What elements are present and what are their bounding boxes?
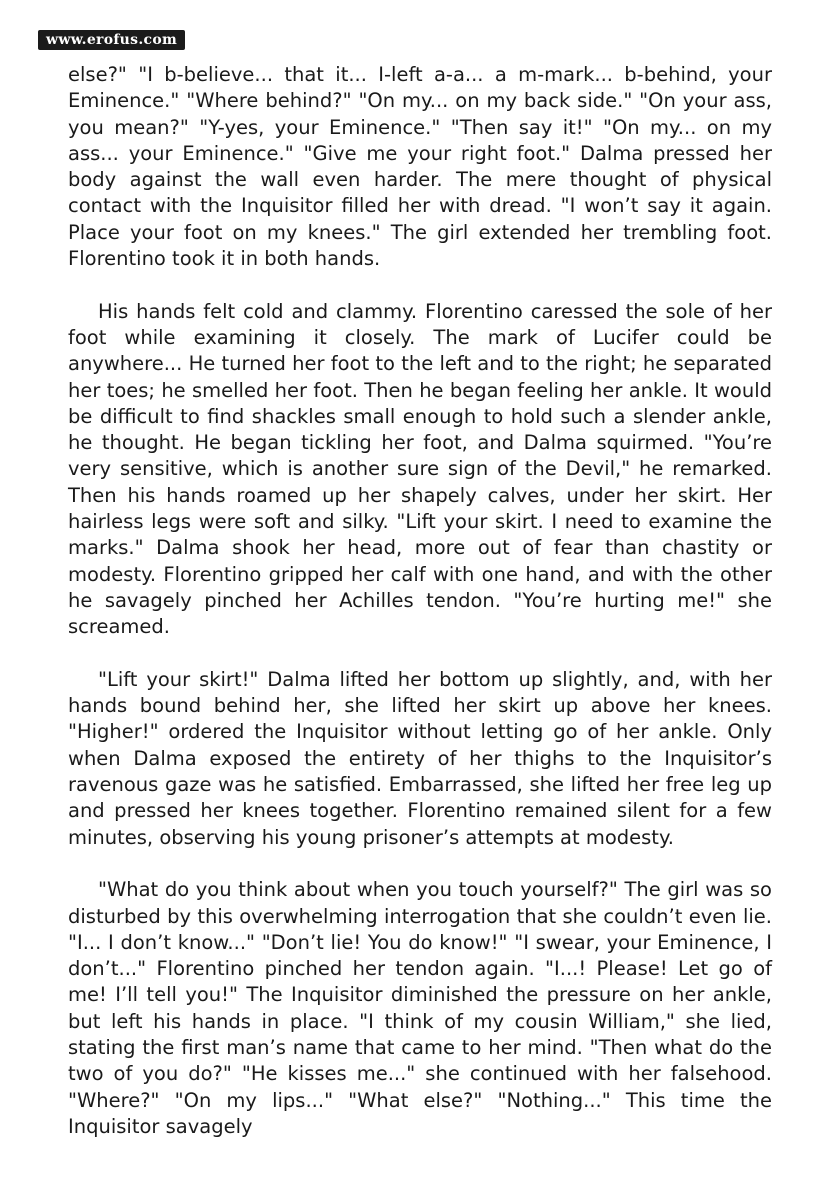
paragraph-1: else?" "I b-believe... that it... I-left a-a... a m-mark... b-behind, your Eminence." "Where behind?" "On my... on my back side." "On your ass, you mean?" "Y-yes, your Eminence." "Then say it!" "On my... on my ass... your Eminence." "Give me your right foot." Dalma pressed her body against the wall even harder. The mere thought of physical contact with the Inquisitor filled her with dread. "I won’t say it again. Place your foot on my knees." The girl extended her trembling foot. Florentino took it in both hands. <box>68 63 772 271</box>
paragraph-3: "Lift your skirt!" Dalma lifted her bottom up slightly, and, with her hands bound behind her, she lifted her skirt up above her knees. "Higher!" ordered the Inquisitor without letting go of her ankle. Only when Dalma exposed the entirety of her thighs to the Inquisitor’s ravenous gaze was he satisfied. Embarrassed, she lifted her free leg up and pressed her knees together. Florentino remained silent for a few minutes, observing his young prisoner’s attempts at modesty. <box>68 667 772 849</box>
paragraph-2: His hands felt cold and clammy. Florentino caressed the sole of her foot while examining it closely. The mark of Lucifer could be anywhere... He turned her foot to the left and to the right; he separated her toes; he smelled her foot. Then he began feeling her ankle. It would be difficult to find shackles small enough to hold such a slender ankle, he thought. He began tickling her foot, and Dalma squirmed. "You’re very sensitive, which is another sure sign of the Devil," he remarked. Then his hands roamed up her shapely calves, under her skirt. Her hairless legs were soft and silky. "Lift your skirt. I need to examine the marks." Dalma shook her head, more out of fear than chastity or modesty. Florentino gripped her calf with one hand, and with the other he savagely pinched her Achilles tendon. "You’re hurting me!" she screamed. <box>68 299 772 639</box>
paragraph-4: "What do you think about when you touch yourself?" The girl was so disturbed by this overwhelming interrogation that she couldn’t even lie. "I... I don’t know..." "Don’t lie! You do know!" "I swear, your Eminence, I don’t..." Florentino pinched her tendon again. "I...! Please! Let go of me! I’ll tell you!" The Inquisitor diminished the pressure on her ankle, but left his hands in place. "I think of my cousin William," she lied, stating the first man’s name that came to her mind. "Then what do the two of you do?" "He kisses me..." she continued with her falsehood. "Where?" "On my lips..." "What else?" "Nothing..." This time the Inquisitor savagely <box>68 878 772 1138</box>
watermark-logo: www.erofus.com <box>38 30 185 50</box>
page-body <box>68 62 772 1166</box>
